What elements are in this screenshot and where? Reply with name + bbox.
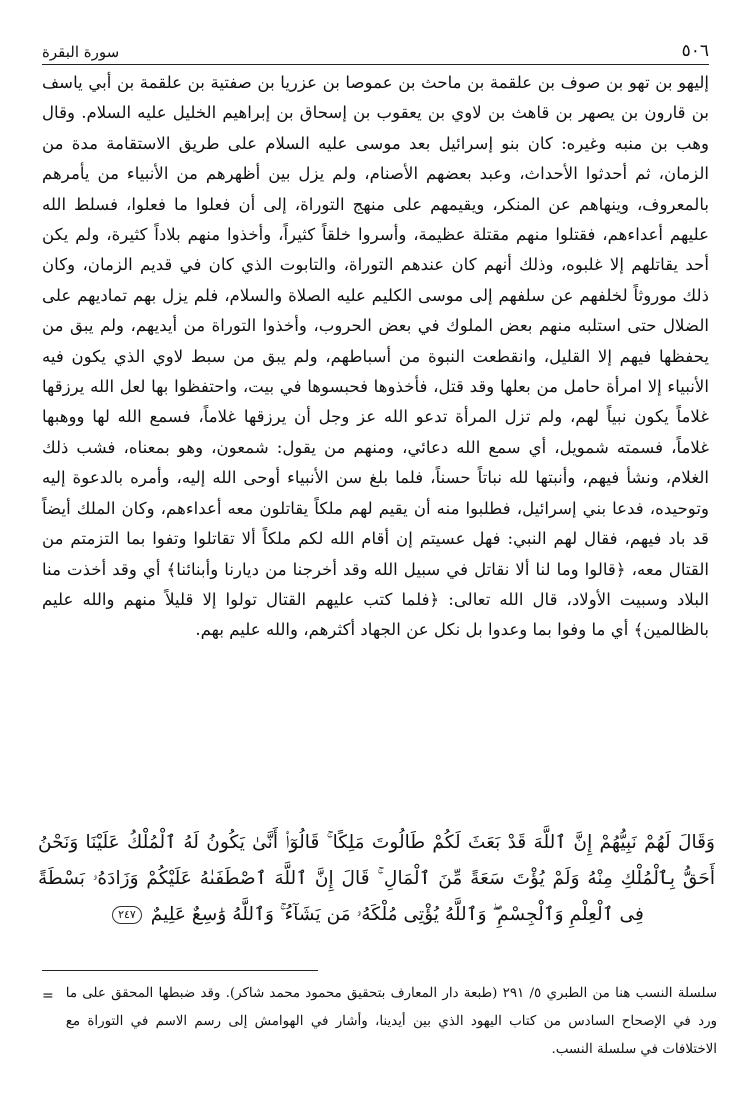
- footnote-text: سلسلة النسب هنا من الطبري ٥/ ٢٩١ (طبعة دار المعارف بتحقيق محمود محمد شاكر). وقد ضبطها المحقق على ما ورد في الإصحاح السادس من كتاب اليهود الذي بين أيدينا، وأشار في الهوامش إلى رسم الاسم في التوراة مع الاختلافات في سلسلة النسب.: [65, 986, 717, 1057]
- quran-verse-block: [38, 825, 715, 933]
- quran-verse-text: وَقَالَ لَهُمْ نَبِيُّهُمْ إِنَّ ٱللَّهَ قَدْ بَعَثَ لَكُمْ طَالُوتَ مَلِكًا ۚ قَالُوٓا۟ أَنَّىٰ يَكُونُ لَهُ ٱلْمُلْكُ عَلَيْنَا وَنَحْنُ أَحَقُّ بِٱلْمُلْكِ مِنْهُ وَلَمْ يُؤْتَ سَعَةً مِّنَ ٱلْمَالِ ۚ قَالَ إِنَّ ٱللَّهَ ٱصْطَفَىٰهُ عَلَيْكُمْ وَزَادَهُۥ بَسْطَةً فِى ٱلْعِلْمِ وَٱلْجِسْمِ ۖ وَٱللَّهُ يُؤْتِى مُلْكَهُۥ مَن يَشَآءُ ۚ وَٱللَّهُ وَٰسِعٌ عَلِيمٌ: [38, 832, 715, 925]
- commentary-text: [42, 68, 709, 646]
- commentary-paragraph: إليهو بن تهو بن صوف بن علقمة بن ماحث بن عموصا بن عزريا بن صفتية بن علقمة بن أبي ياسف بن قارون بن يصهر بن قاهث بن لاوي بن يعقوب بن إسحاق بن إبراهيم الخليل عليه السلام. وقال وهب بن منبه وغيره: كان بنو إسرائيل بعد موسى عليه السلام على طريق الاستقامة مدة من الزمان، ثم أحدثوا الأحداث، وعبد بعضهم الأصنام، ولم يزل بين أظهرهم من الأنبياء من يأمرهم بالمعروف، وينهاهم عن المنكر، ويقيمهم على منهج التوراة، إلى أن فعلوا ما فعلوا، فسلط الله عليهم أعداءهم، فقتلوا منهم مقتلة عظيمة، وأسروا خلقاً كثيراً، وأخذوا منهم بلاداً كثيرة، ولم يكن أحد يقاتلهم إلا غلبوه، وذلك أنهم كان عندهم التوراة، والتابوت الذي كان في قديم الزمان، وكان ذلك موروثاً لخلفهم عن سلفهم إلى موسى الكليم عليه الصلاة والسلام، فلم يزل بهم تماديهم على الضلال حتى استلبه منهم بعض الملوك في بعض الحروب، وأخذوا التوراة من أيديهم، ولم يبق من يحفظها فيهم إلا القليل، وانقطعت النبوة من أسباطهم، ولم يبق من سبط لاوي الذي يكون فيه الأنبياء إلا امرأة حامل من بعلها وقد قتل، فأخذوها فحبسوها في بيت، واحتفظوا بها لعل الله يرزقها غلاماً يكون نبياً لهم، ولم تزل المرأة تدعو الله عز وجل أن يرزقها غلاماً، فسمع الله لها ووهبها غلاماً، فسمته شمويل، أي سمع الله دعائي، ومنهم من يقول: شمعون، وهو بمعناه، فشب ذلك الغلام، ونشأ فيهم، وأنبتها لله نباتاً حسناً، فلما بلغ سن الأنبياء أوحى الله إليه، وأمره بالدعوة إليه وتوحيده، فدعا بني إسرائيل، فطلبوا منه أن يقيم لهم ملكاً يقاتلون معه أعداءهم، وكان الملك أيضاً قد باد فيهم، فقال لهم النبي: فهل عسيتم إن أقام الله لكم ملكاً ألا تقاتلوا وتفوا بما التزمتم من القتال معه، ﴿قالوا وما لنا ألا نقاتل في سبيل الله وقد أخرجنا من ديارنا وأبنائنا﴾ أي وقد أخذت منا البلاد وسبيت الأولاد، قال الله تعالى: ﴿فلما كتب عليهم القتال تولوا إلا قليلاً منهم والله عليم بالظالمين﴾ أي ما وفوا بما وعدوا بل نكل عن الجهاد أكثرهم، والله عليم بهم.: [42, 73, 709, 640]
- surah-title: سورة البقرة: [42, 43, 120, 61]
- page-number: ٥٠٦: [681, 41, 709, 61]
- footnote-marker: =: [42, 988, 54, 1004]
- footnote-divider: [42, 970, 318, 971]
- page-header: [42, 34, 709, 65]
- verse-number-marker: ٢٤٧: [112, 906, 142, 924]
- footnote: [42, 980, 717, 1064]
